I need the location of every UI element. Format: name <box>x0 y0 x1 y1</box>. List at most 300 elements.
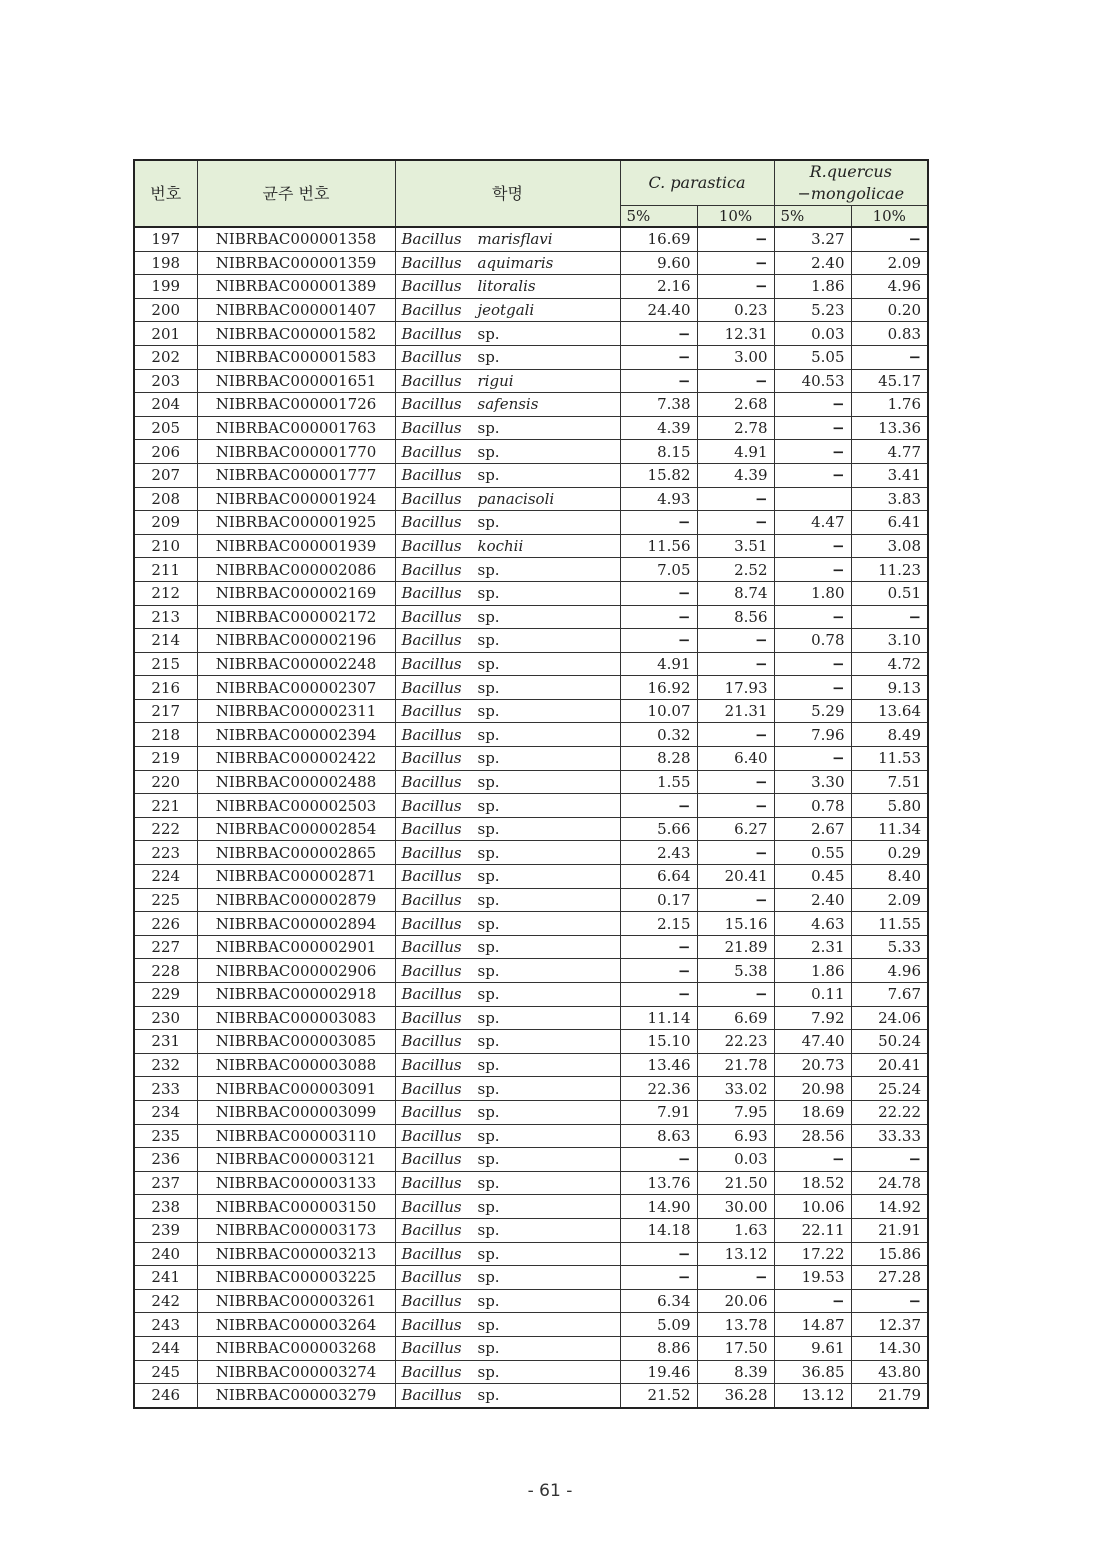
species: sp. <box>477 1079 500 1098</box>
row-number: 235 <box>134 1124 197 1148</box>
value-r10: 33.33 <box>851 1124 928 1148</box>
value-r5: 18.52 <box>774 1171 851 1195</box>
value-c5: 4.93 <box>620 487 697 511</box>
genus: Bacillus <box>401 230 462 249</box>
value-r10: 50.24 <box>851 1030 928 1054</box>
genus: Bacillus <box>401 537 462 556</box>
value-c10: − <box>697 629 774 653</box>
value-r5: − <box>774 605 851 629</box>
species: sp. <box>477 513 500 532</box>
scientific-name <box>395 322 620 346</box>
value-r5: − <box>774 1289 851 1313</box>
scientific-name <box>395 275 620 299</box>
scientific-name <box>395 1336 620 1360</box>
scientific-name <box>395 888 620 912</box>
value-r10: 7.51 <box>851 770 928 794</box>
value-r10: 4.96 <box>851 959 928 983</box>
value-r5: − <box>774 393 851 417</box>
value-r5: 9.61 <box>774 1336 851 1360</box>
value-r10: − <box>851 345 928 369</box>
value-c5: − <box>620 983 697 1007</box>
value-c10: 8.56 <box>697 605 774 629</box>
species: sp. <box>477 324 500 343</box>
species: sp. <box>477 631 500 650</box>
strain-id: NIBRBAC000003099 <box>197 1100 395 1124</box>
value-c5: 5.09 <box>620 1313 697 1337</box>
row-number: 226 <box>134 912 197 936</box>
row-number: 220 <box>134 770 197 794</box>
table-row <box>134 723 928 747</box>
value-c10: 20.06 <box>697 1289 774 1313</box>
row-number: 202 <box>134 345 197 369</box>
species: sp. <box>477 938 500 957</box>
value-c10: 6.27 <box>697 817 774 841</box>
value-c10: 21.78 <box>697 1053 774 1077</box>
strain-id: NIBRBAC000001582 <box>197 322 395 346</box>
scientific-name <box>395 747 620 771</box>
row-number: 227 <box>134 935 197 959</box>
value-c5: 8.28 <box>620 747 697 771</box>
row-number: 206 <box>134 440 197 464</box>
scientific-name <box>395 1053 620 1077</box>
value-r10: 12.37 <box>851 1313 928 1337</box>
table-row <box>134 581 928 605</box>
row-number: 224 <box>134 865 197 889</box>
genus: Bacillus <box>401 1268 462 1287</box>
value-c5: − <box>620 1242 697 1266</box>
species: sp. <box>477 1221 500 1240</box>
species: sp. <box>477 749 500 768</box>
table-row <box>134 841 928 865</box>
value-r10: 24.78 <box>851 1171 928 1195</box>
value-r5: − <box>774 416 851 440</box>
strain-id: NIBRBAC000002394 <box>197 723 395 747</box>
genus: Bacillus <box>401 277 462 296</box>
strain-id: NIBRBAC000001583 <box>197 345 395 369</box>
row-number: 209 <box>134 511 197 535</box>
value-c5: 22.36 <box>620 1077 697 1101</box>
species: sp. <box>477 1339 500 1358</box>
species: sp. <box>477 607 500 626</box>
table-row <box>134 1313 928 1337</box>
value-c10: 6.93 <box>697 1124 774 1148</box>
value-c5: 15.82 <box>620 463 697 487</box>
row-number: 246 <box>134 1384 197 1408</box>
value-r5: 4.63 <box>774 912 851 936</box>
species: sp. <box>477 1150 500 1169</box>
row-number: 213 <box>134 605 197 629</box>
table-row <box>134 227 928 251</box>
genus: Bacillus <box>401 301 462 320</box>
table-row <box>134 1148 928 1172</box>
species: sp. <box>477 466 500 485</box>
header-group-c-parastica: C. parastica <box>620 160 774 206</box>
strain-id: NIBRBAC000002307 <box>197 676 395 700</box>
table-row <box>134 770 928 794</box>
table-row <box>134 1100 928 1124</box>
value-c5: 6.64 <box>620 865 697 889</box>
row-number: 215 <box>134 652 197 676</box>
strain-id: NIBRBAC000003225 <box>197 1266 395 1290</box>
strain-id: NIBRBAC000002169 <box>197 581 395 605</box>
species: sp. <box>477 725 500 744</box>
scientific-name <box>395 676 620 700</box>
row-number: 238 <box>134 1195 197 1219</box>
species: rigui <box>477 371 514 390</box>
table-row <box>134 1289 928 1313</box>
table-row <box>134 1218 928 1242</box>
row-number: 236 <box>134 1148 197 1172</box>
strain-id: NIBRBAC000002906 <box>197 959 395 983</box>
species: sp. <box>477 1197 500 1216</box>
value-c10: 3.51 <box>697 534 774 558</box>
value-c10: 5.38 <box>697 959 774 983</box>
row-number: 199 <box>134 275 197 299</box>
value-r10: 13.64 <box>851 699 928 723</box>
value-r10: − <box>851 605 928 629</box>
strain-id: NIBRBAC000003091 <box>197 1077 395 1101</box>
table-row <box>134 345 928 369</box>
header-c-10pct: 10% <box>697 206 774 228</box>
scientific-name <box>395 1289 620 1313</box>
scientific-name <box>395 699 620 723</box>
value-r10: 24.06 <box>851 1006 928 1030</box>
value-r10: 25.24 <box>851 1077 928 1101</box>
value-c10: − <box>697 770 774 794</box>
genus: Bacillus <box>401 820 462 839</box>
scientific-name <box>395 1242 620 1266</box>
value-c5: 8.63 <box>620 1124 697 1148</box>
table-row <box>134 534 928 558</box>
value-c10: − <box>697 275 774 299</box>
table-row <box>134 794 928 818</box>
header-group-r-quercus <box>774 160 928 206</box>
genus: Bacillus <box>401 584 462 603</box>
genus: Bacillus <box>401 725 462 744</box>
species: sp. <box>477 654 500 673</box>
genus: Bacillus <box>401 442 462 461</box>
genus: Bacillus <box>401 867 462 886</box>
scientific-name <box>395 983 620 1007</box>
value-r5: 17.22 <box>774 1242 851 1266</box>
value-r10: 14.92 <box>851 1195 928 1219</box>
strain-id: NIBRBAC000001726 <box>197 393 395 417</box>
value-c10: 8.39 <box>697 1360 774 1384</box>
strain-id: NIBRBAC000002901 <box>197 935 395 959</box>
value-r5: 5.23 <box>774 298 851 322</box>
genus: Bacillus <box>401 395 462 414</box>
value-c5: 24.40 <box>620 298 697 322</box>
value-c5: 16.69 <box>620 227 697 251</box>
value-c10: − <box>697 369 774 393</box>
table-row <box>134 747 928 771</box>
species: sp. <box>477 796 500 815</box>
value-c10: 6.69 <box>697 1006 774 1030</box>
row-number: 205 <box>134 416 197 440</box>
row-number: 245 <box>134 1360 197 1384</box>
value-c10: 7.95 <box>697 1100 774 1124</box>
value-c10: − <box>697 652 774 676</box>
strain-id: NIBRBAC000001407 <box>197 298 395 322</box>
value-c10: 30.00 <box>697 1195 774 1219</box>
strain-id: NIBRBAC000002503 <box>197 794 395 818</box>
header-group2-line1: R.quercus <box>809 162 892 181</box>
scientific-name <box>395 1100 620 1124</box>
value-c5: − <box>620 935 697 959</box>
row-number: 244 <box>134 1336 197 1360</box>
value-r10: − <box>851 227 928 251</box>
table-row <box>134 275 928 299</box>
table-row <box>134 511 928 535</box>
scientific-name <box>395 511 620 535</box>
value-r5: 3.27 <box>774 227 851 251</box>
value-r5: 7.96 <box>774 723 851 747</box>
genus: Bacillus <box>401 938 462 957</box>
scientific-name <box>395 1266 620 1290</box>
header-c-5pct: 5% <box>620 206 697 228</box>
species: sp. <box>477 1174 500 1193</box>
table-row <box>134 1124 928 1148</box>
header-r-5pct: 5% <box>774 206 851 228</box>
genus: Bacillus <box>401 1150 462 1169</box>
value-c5: 14.90 <box>620 1195 697 1219</box>
table-row <box>134 463 928 487</box>
value-r5: 1.86 <box>774 275 851 299</box>
strain-id: NIBRBAC000003110 <box>197 1124 395 1148</box>
row-number: 223 <box>134 841 197 865</box>
species: jeotgali <box>477 301 535 320</box>
value-r10: 9.13 <box>851 676 928 700</box>
value-r10: 21.79 <box>851 1384 928 1408</box>
strain-id: NIBRBAC000003261 <box>197 1289 395 1313</box>
value-r5: 2.40 <box>774 888 851 912</box>
value-c5: 7.05 <box>620 558 697 582</box>
table-row <box>134 983 928 1007</box>
value-c10: − <box>697 794 774 818</box>
genus: Bacillus <box>401 1103 462 1122</box>
table-row <box>134 487 928 511</box>
genus: Bacillus <box>401 678 462 697</box>
row-number: 228 <box>134 959 197 983</box>
genus: Bacillus <box>401 371 462 390</box>
row-number: 217 <box>134 699 197 723</box>
row-number: 207 <box>134 463 197 487</box>
table-row <box>134 1195 928 1219</box>
value-r5: 22.11 <box>774 1218 851 1242</box>
scientific-name <box>395 723 620 747</box>
genus: Bacillus <box>401 1221 462 1240</box>
genus: Bacillus <box>401 961 462 980</box>
value-r10: 3.83 <box>851 487 928 511</box>
table-header <box>134 160 928 227</box>
value-r10: 4.77 <box>851 440 928 464</box>
value-c10: 3.00 <box>697 345 774 369</box>
value-c5: − <box>620 629 697 653</box>
value-c10: − <box>697 227 774 251</box>
row-number: 240 <box>134 1242 197 1266</box>
value-r10: 8.40 <box>851 865 928 889</box>
header-r-10pct: 10% <box>851 206 928 228</box>
value-c10: 0.03 <box>697 1148 774 1172</box>
row-number: 204 <box>134 393 197 417</box>
row-number: 208 <box>134 487 197 511</box>
row-number: 229 <box>134 983 197 1007</box>
strain-id: NIBRBAC000001358 <box>197 227 395 251</box>
genus: Bacillus <box>401 1386 462 1405</box>
value-c5: 16.92 <box>620 676 697 700</box>
value-c5: 8.15 <box>620 440 697 464</box>
table-row <box>134 1006 928 1030</box>
value-c5: 21.52 <box>620 1384 697 1408</box>
value-c5: − <box>620 322 697 346</box>
value-r5: − <box>774 676 851 700</box>
value-r10: − <box>851 1289 928 1313</box>
scientific-name <box>395 629 620 653</box>
value-r10: 15.86 <box>851 1242 928 1266</box>
value-r5: 5.29 <box>774 699 851 723</box>
species: sp. <box>477 890 500 909</box>
scientific-name <box>395 959 620 983</box>
species: sp. <box>477 1056 500 1075</box>
table-body <box>134 227 928 1408</box>
row-number: 210 <box>134 534 197 558</box>
table-row <box>134 676 928 700</box>
value-c5: − <box>620 369 697 393</box>
value-r5: 0.55 <box>774 841 851 865</box>
strain-id: NIBRBAC000002894 <box>197 912 395 936</box>
strain-id: NIBRBAC000003088 <box>197 1053 395 1077</box>
value-r5: 40.53 <box>774 369 851 393</box>
value-r5: 0.03 <box>774 322 851 346</box>
value-c5: 14.18 <box>620 1218 697 1242</box>
value-c10: − <box>697 723 774 747</box>
strain-id: NIBRBAC000001939 <box>197 534 395 558</box>
row-number: 197 <box>134 227 197 251</box>
row-number: 234 <box>134 1100 197 1124</box>
value-c5: 0.32 <box>620 723 697 747</box>
scientific-name <box>395 1360 620 1384</box>
scientific-name <box>395 817 620 841</box>
genus: Bacillus <box>401 1362 462 1381</box>
row-number: 242 <box>134 1289 197 1313</box>
value-c5: 11.14 <box>620 1006 697 1030</box>
strain-id: NIBRBAC000003264 <box>197 1313 395 1337</box>
value-c10: 22.23 <box>697 1030 774 1054</box>
row-number: 232 <box>134 1053 197 1077</box>
value-c5: 0.17 <box>620 888 697 912</box>
value-c10: 2.78 <box>697 416 774 440</box>
value-c5: − <box>620 1266 697 1290</box>
value-c5: − <box>620 605 697 629</box>
row-number: 212 <box>134 581 197 605</box>
genus: Bacillus <box>401 1197 462 1216</box>
value-r10: 0.51 <box>851 581 928 605</box>
value-r10: 8.49 <box>851 723 928 747</box>
value-r10: 27.28 <box>851 1266 928 1290</box>
value-c5: 1.55 <box>620 770 697 794</box>
row-number: 239 <box>134 1218 197 1242</box>
species: sp. <box>477 961 500 980</box>
scientific-name <box>395 227 620 251</box>
strain-id: NIBRBAC000003173 <box>197 1218 395 1242</box>
genus: Bacillus <box>401 1292 462 1311</box>
species: aquimaris <box>477 253 554 272</box>
row-number: 222 <box>134 817 197 841</box>
value-r5: 1.80 <box>774 581 851 605</box>
genus: Bacillus <box>401 348 462 367</box>
row-number: 221 <box>134 794 197 818</box>
value-r10: 43.80 <box>851 1360 928 1384</box>
table-row <box>134 959 928 983</box>
value-r10: 5.33 <box>851 935 928 959</box>
genus: Bacillus <box>401 749 462 768</box>
value-r10: 7.67 <box>851 983 928 1007</box>
value-c10: 2.68 <box>697 393 774 417</box>
table-row <box>134 1384 928 1408</box>
strain-id: NIBRBAC000001777 <box>197 463 395 487</box>
scientific-name <box>395 912 620 936</box>
value-c5: 2.16 <box>620 275 697 299</box>
species: sp. <box>477 985 500 1004</box>
scientific-name <box>395 841 620 865</box>
value-r10: 2.09 <box>851 888 928 912</box>
value-c10: 13.78 <box>697 1313 774 1337</box>
value-c10: − <box>697 487 774 511</box>
value-r10: 14.30 <box>851 1336 928 1360</box>
species: sp. <box>477 419 500 438</box>
strain-id: NIBRBAC000002086 <box>197 558 395 582</box>
genus: Bacillus <box>401 1056 462 1075</box>
value-c5: 10.07 <box>620 699 697 723</box>
value-r5: − <box>774 747 851 771</box>
header-no: 번호 <box>134 160 197 227</box>
species: sp. <box>477 678 500 697</box>
page-number: - 61 - <box>527 1481 573 1501</box>
scientific-name <box>395 770 620 794</box>
value-r5: − <box>774 463 851 487</box>
table-row <box>134 1077 928 1101</box>
value-r10: 5.80 <box>851 794 928 818</box>
scientific-name <box>395 345 620 369</box>
value-r5: 2.40 <box>774 251 851 275</box>
table-row <box>134 251 928 275</box>
value-c10: 8.74 <box>697 581 774 605</box>
scientific-name <box>395 1148 620 1172</box>
scientific-name <box>395 1171 620 1195</box>
genus: Bacillus <box>401 1126 462 1145</box>
value-r10: 4.96 <box>851 275 928 299</box>
table-row <box>134 605 928 629</box>
value-r5: 18.69 <box>774 1100 851 1124</box>
species: sp. <box>477 584 500 603</box>
species: sp. <box>477 442 500 461</box>
genus: Bacillus <box>401 1244 462 1263</box>
value-r10: 0.29 <box>851 841 928 865</box>
value-r10: 11.34 <box>851 817 928 841</box>
strain-id: NIBRBAC000002865 <box>197 841 395 865</box>
value-c10: − <box>697 1266 774 1290</box>
scientific-name <box>395 416 620 440</box>
value-c5: 6.34 <box>620 1289 697 1313</box>
value-r5: 1.86 <box>774 959 851 983</box>
row-number: 231 <box>134 1030 197 1054</box>
value-r5: − <box>774 534 851 558</box>
strain-id: NIBRBAC000001924 <box>197 487 395 511</box>
value-c5: − <box>620 959 697 983</box>
genus: Bacillus <box>401 607 462 626</box>
scientific-name <box>395 1030 620 1054</box>
value-r5: 0.45 <box>774 865 851 889</box>
